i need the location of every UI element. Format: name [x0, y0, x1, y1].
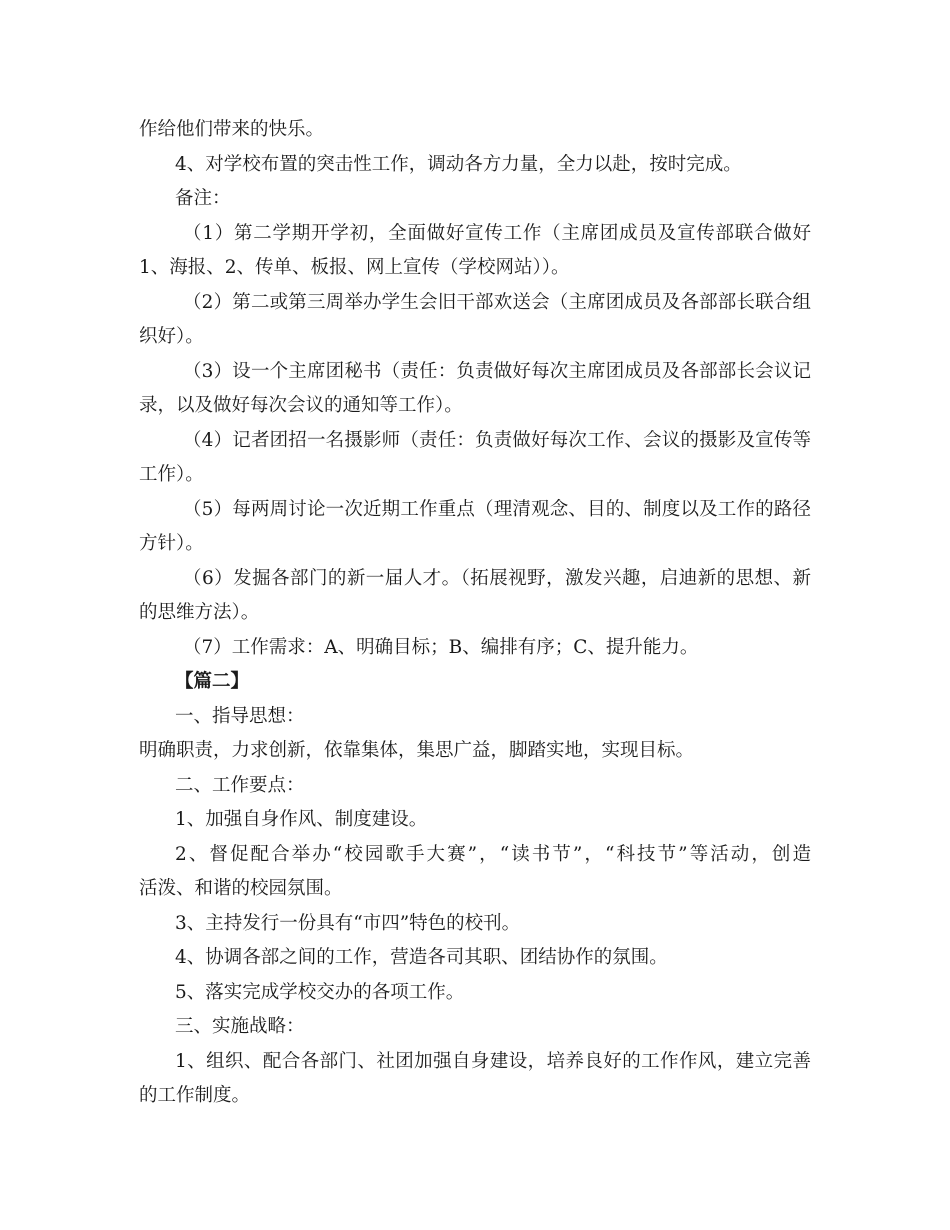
paragraph-line: 工作）。	[139, 464, 204, 485]
paragraph-line: 1、组织、配合各部门、社团加强自身建设，培养良好的工作作风，建立完善	[175, 1050, 811, 1072]
paragraph-line: 明确职责，力求创新，依靠集体，集思广益，脚踏实地，实现目标。	[139, 740, 695, 761]
subheading: 二、工作要点：	[175, 774, 305, 796]
paragraph-line: 备注：	[175, 188, 231, 209]
paragraph-line: 织好）。	[139, 326, 204, 347]
document-body	[139, 113, 811, 1114]
paragraph-line: 活泼、和谐的校园氛围。	[139, 878, 343, 899]
paragraph-line: 录，以及做好每次会议的通知等工作）。	[139, 395, 463, 416]
paragraph-line: 4、对学校布置的突击性工作，调动各方力量，全力以赴，按时完成。	[175, 153, 742, 175]
paragraph-line: （1）第二学期开学初，全面做好宣传工作（主席团成员及宣传部联合做好	[183, 222, 811, 244]
paragraph-line: （5）每两周讨论一次近期工作重点（理清观念、目的、制度以及工作的路径	[183, 498, 811, 520]
paragraph-line: 1、海报、2、传单、板报、网上宣传（学校网站））。	[139, 257, 570, 278]
paragraph-line: （4）记者团招一名摄影师（责任：负责做好每次工作、会议的摄影及宣传等	[183, 429, 811, 451]
subheading: 三、实施战略：	[175, 1016, 305, 1037]
paragraph-line: 1、加强自身作风、制度建设。	[175, 809, 428, 830]
paragraph-line: 3、主持发行一份具有“市四”特色的校刊。	[175, 912, 521, 934]
paragraph-line: 4、协调各部之间的工作，营造各司其职、团结协作的氛围。	[175, 947, 668, 968]
paragraph-line: （3）设一个主席团秘书（责任：负责做好每次主席团成员及各部部长会议记	[183, 360, 811, 382]
paragraph-line: 方针）。	[139, 533, 204, 554]
paragraph-line: 5、落实完成学校交办的各项工作。	[175, 981, 465, 1003]
paragraph-line: 2、督促配合举办“校园歌手大赛”，“读书节”，“科技节”等活动，创造	[175, 843, 811, 865]
paragraph-line: （6）发掘各部门的新一届人才。（拓展视野，激发兴趣，启迪新的思想、新	[183, 567, 811, 589]
section-heading: 【篇二】	[175, 671, 250, 692]
paragraph-line: （2）第二或第三周举办学生会旧干部欢送会（主席团成员及各部部长联合组	[183, 291, 811, 313]
paragraph-line: 的工作制度。	[139, 1085, 251, 1106]
paragraph-line: 作给他们带来的快乐。	[139, 119, 325, 140]
subheading: 一、指导思想：	[175, 705, 305, 727]
paragraph-line: （7）工作需求：A、明确目标；B、编排有序；C、提升能力。	[183, 636, 699, 658]
paragraph-line: 的思维方法）。	[139, 602, 260, 623]
